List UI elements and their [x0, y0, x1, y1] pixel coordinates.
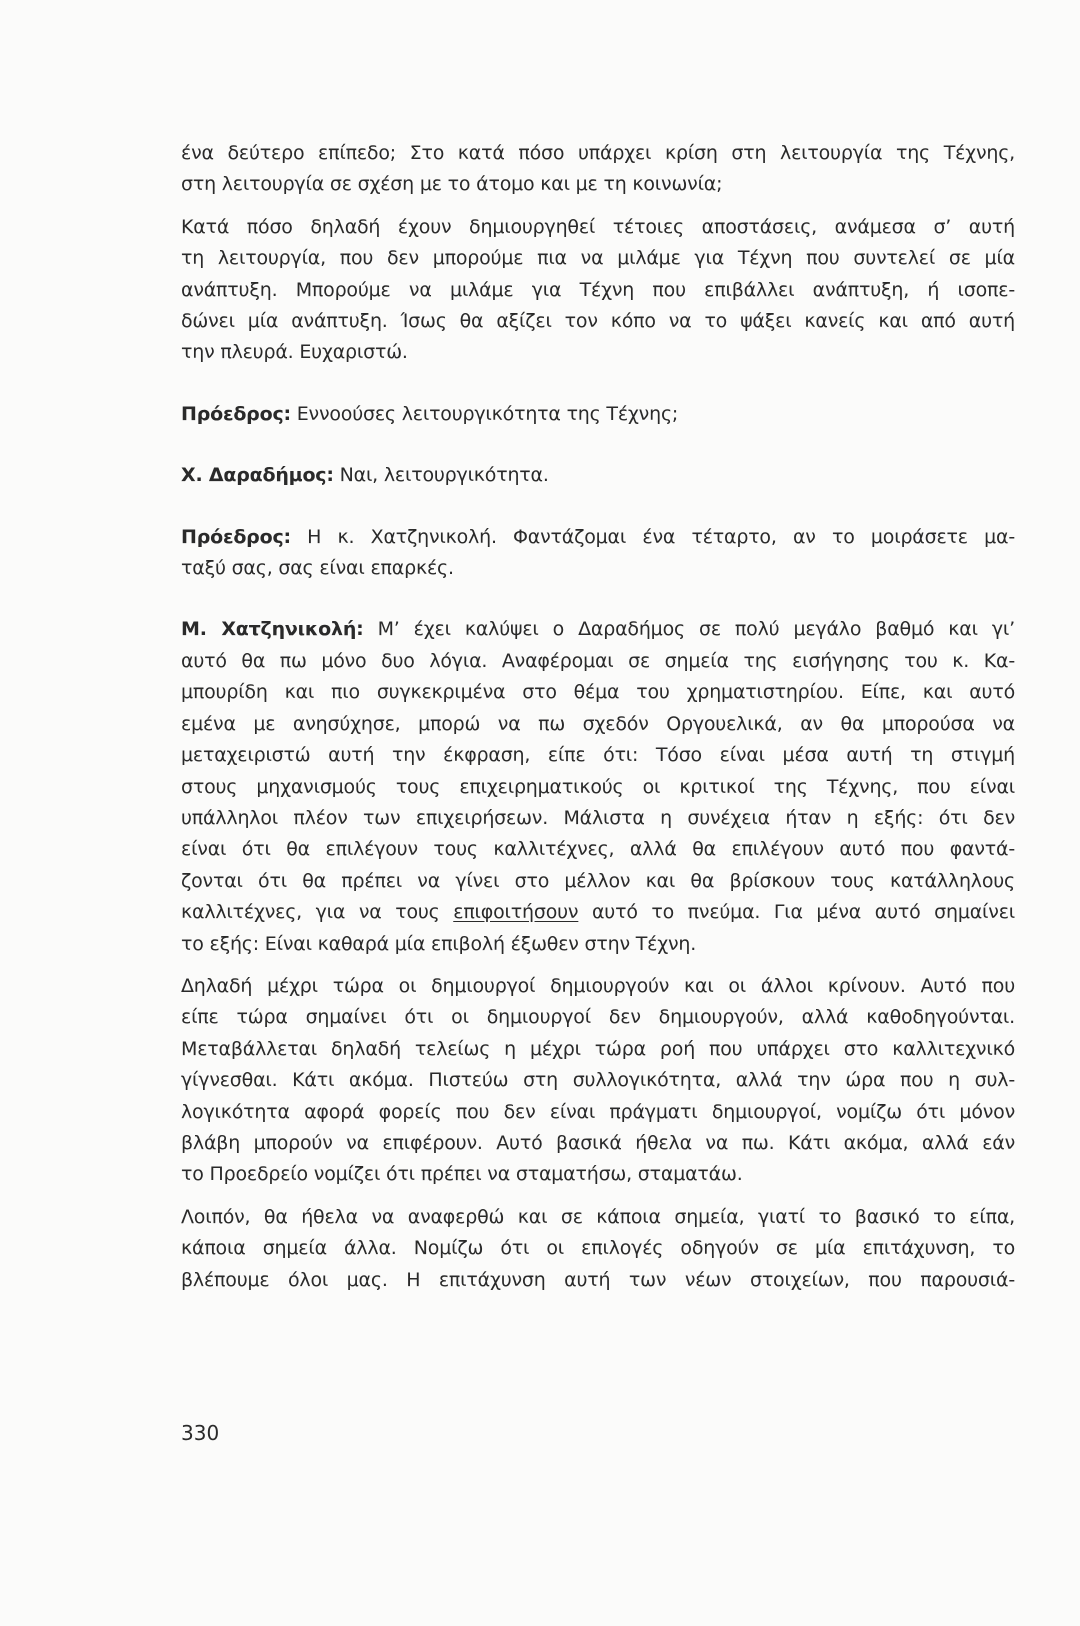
- underlined-word: επιφοιτήσουν: [453, 901, 579, 924]
- text-line: στους μηχανισμούς τους επιχειρηματικούς οι κριτικοί της Τέχνης, που είναι: [181, 775, 1015, 798]
- speech-text: Μ’ έχει καλύψει ο Δαραδήμος σε πολύ μεγάλο βαθμό και γι’: [363, 618, 1015, 641]
- text-line: βλάβη μπορούν να επιφέρουν. Αυτό βασικά ήθελα να πω. Κάτι ακόμα, αλλά εάν: [181, 1131, 1015, 1154]
- text-line: στη λειτουργία σε σχέση με το άτομο και με τη κοινωνία;: [181, 173, 723, 196]
- text-line: είπε τώρα σημαίνει ότι οι δημιουργοί δεν δημιουργούν, αλλά καθοδηγούνται.: [181, 1006, 1015, 1029]
- speaker-name: Πρόεδρος:: [181, 525, 291, 548]
- paragraph: [181, 138, 1015, 201]
- text-line: αυτό θα πω μόνο δυο λόγια. Αναφέρομαι σε σημεία της εισήγησης του κ. Κα-: [181, 649, 1015, 672]
- page-number: 330: [181, 1421, 220, 1445]
- text-line: το Προεδρείο νομίζει ότι πρέπει να σταματήσω, σταματάω.: [181, 1163, 743, 1186]
- text-line: [181, 522, 1015, 553]
- text-line: Λοιπόν, θα ήθελα να αναφερθώ και σε κάποια σημεία, γιατί το βασικό το είπα,: [181, 1205, 1015, 1228]
- text-line: μπουρίδη και πιο συγκεκριμένα στο θέμα του χρηματιστηρίου. Είπε, και αυτό: [181, 681, 1015, 704]
- text-line: είναι ότι θα επιλέγουν τους καλλιτέχνες, αλλά θα επιλέγουν αυτό που φαντά-: [181, 838, 1015, 861]
- text-line: μεταχειριστώ αυτή την έκφραση, είπε ότι: Τόσο είναι μέσα αυτή τη στιγμή: [181, 744, 1015, 767]
- speaker-name: Μ. Χατζηνικολή:: [181, 618, 364, 641]
- text-line: βλέπουμε όλοι μας. Η επιτάχυνση αυτή των νέων στοιχείων, που παρουσιά-: [181, 1268, 1015, 1291]
- text-line: Μεταβάλλεται δηλαδή τελείως η μέχρι τώρα ροή που υπάρχει στο καλλιτεχνικό: [181, 1037, 1015, 1060]
- text-line: γίγνεσθαι. Κάτι ακόμα. Πιστεύω στη συλλογικότητα, αλλά την ώρα που η συλ-: [181, 1069, 1015, 1092]
- speech-text: Ναι, λειτουργικότητα.: [333, 464, 549, 487]
- text-line: ταξύ σας, σας είναι επαρκές.: [181, 557, 454, 580]
- text-line: [181, 399, 1015, 430]
- text-segment: καλλιτέχνες, για να τους: [181, 901, 454, 924]
- text-line: κάποια σημεία άλλα. Νομίζω ότι οι επιλογές οδηγούν σε μία επιτάχυνση, το: [181, 1237, 1015, 1260]
- paragraph: [181, 1202, 1015, 1296]
- text-line: το εξής: Είναι καθαρά μία επιβολή έξωθεν στην Τέχνη.: [181, 932, 697, 955]
- dialogue-paragraph: [181, 399, 1015, 430]
- speaker-name: Χ. Δαραδήμος:: [181, 464, 334, 487]
- paragraph: [181, 212, 1015, 369]
- paragraph: [181, 971, 1015, 1191]
- dialogue-paragraph: [181, 522, 1015, 585]
- text-line: εμένα με ανησύχησε, μπορώ να πω σχεδόν Οργουελικά, αν θα μπορούσα να: [181, 712, 1015, 735]
- text-line: ανάπτυξη. Μπορούμε να μιλάμε για Τέχνη που επιβάλλει ανάπτυξη, ή ισοπε-: [181, 278, 1015, 301]
- text-line: την πλευρά. Ευχαριστώ.: [181, 341, 408, 364]
- text-line: τη λειτουργία, που δεν μπορούμε πια να μιλάμε για Τέχνη που συντελεί σε μία: [181, 247, 1015, 270]
- text-line: ένα δεύτερο επίπεδο; Στο κατά πόσο υπάρχει κρίση στη λειτουργία της Τέχνης,: [181, 142, 1015, 164]
- text-line: [181, 897, 1015, 928]
- page-body: [181, 138, 1015, 1296]
- text-line: Δηλαδή μέχρι τώρα οι δημιουργοί δημιουργούν και οι άλλοι κρίνουν. Αυτό που: [181, 974, 1015, 997]
- text-line: ζονται ότι θα πρέπει να γίνει στο μέλλον και θα βρίσκουν τους κατάλληλους: [181, 869, 1015, 892]
- dialogue-paragraph: [181, 460, 1015, 491]
- dialogue-paragraph: [181, 614, 1015, 959]
- text-line: υπάλληλοι πλέον των επιχειρήσεων. Μάλιστα η συνέχεια ήταν η εξής: ότι δεν: [181, 806, 1015, 829]
- text-line: Κατά πόσο δηλαδή έχουν δημιουργηθεί τέτοιες αποστάσεις, ανάμεσα σ’ αυτή: [181, 215, 1015, 238]
- text-line: [181, 614, 1015, 645]
- text-line: δώνει μία ανάπτυξη. Ίσως θα αξίζει τον κόπο να το ψάξει κανείς και από αυτή: [181, 310, 1015, 333]
- text-segment: αυτό το πνεύμα. Για μένα αυτό σημαίνει: [578, 901, 1015, 924]
- text-line: [181, 460, 1015, 491]
- speech-text: Η κ. Χατζηνικολή. Φαντάζομαι ένα τέταρτο, αν το μοιράσετε μα-: [290, 525, 1015, 548]
- text-line: λογικότητα αφορά φορείς που δεν είναι πράγματι δημιουργοί, νομίζω ότι μόνον: [181, 1100, 1015, 1123]
- speaker-name: Πρόεδρος:: [181, 402, 291, 425]
- speech-text: Εννοούσες λειτουργικότητα της Τέχνης;: [290, 402, 679, 425]
